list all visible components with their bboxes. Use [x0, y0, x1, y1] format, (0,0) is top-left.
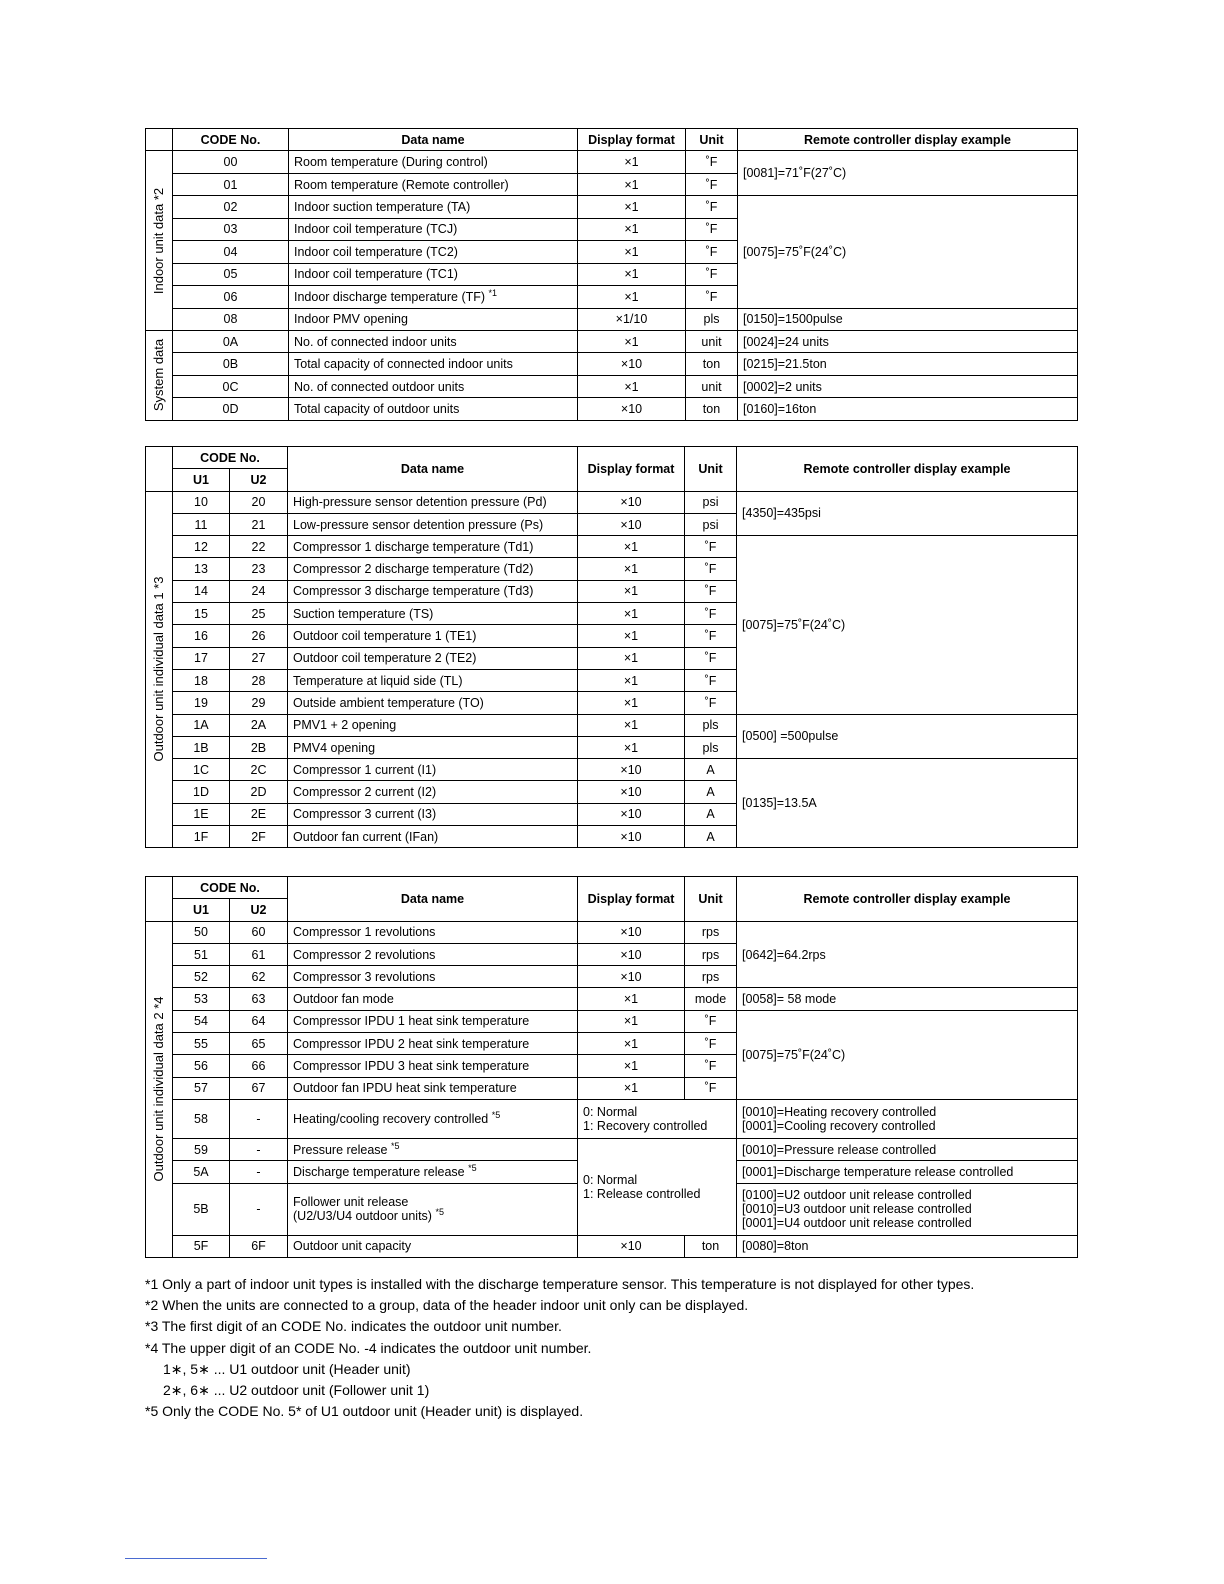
group-label-outdoor-2: Outdoor unit individual data 2 *4 — [146, 921, 173, 1257]
table-row — [146, 398, 1078, 420]
unit-cell: ˚F — [686, 151, 738, 173]
data-name-cell: Compressor 3 current (I3) — [288, 803, 578, 825]
unit-cell: unit — [686, 375, 738, 397]
data-name-text: Follower unit release — [293, 1195, 409, 1210]
unit-cell: A — [685, 826, 737, 848]
code-cell: 03 — [173, 218, 289, 240]
header-display-format: Display format — [578, 447, 685, 492]
format-cell: ×1 — [578, 1033, 685, 1055]
code-cell: 0A — [173, 330, 289, 352]
data-name-cell: Room temperature (Remote controller) — [289, 173, 578, 195]
unit-cell: ˚F — [685, 603, 737, 625]
example-cell: [0160]=16ton — [738, 398, 1078, 420]
u1-code-cell: 12 — [173, 536, 230, 558]
u2-code-cell: 63 — [230, 988, 288, 1010]
data-name-cell: Total capacity of outdoor units — [289, 398, 578, 420]
code-cell: 0B — [173, 353, 289, 375]
u1-code-cell: 57 — [173, 1077, 230, 1099]
u2-code-cell: 65 — [230, 1033, 288, 1055]
u1-code-cell: 1B — [173, 736, 230, 758]
table-row — [146, 308, 1078, 330]
u1-code-cell: 1E — [173, 803, 230, 825]
data-name-cell: Outdoor coil temperature 2 (TE2) — [288, 647, 578, 669]
u2-code-cell: 67 — [230, 1077, 288, 1099]
format-cell: ×1 — [578, 988, 685, 1010]
u1-code-cell: 50 — [173, 921, 230, 943]
unit-cell: ˚F — [685, 625, 737, 647]
u1-code-cell: 1F — [173, 826, 230, 848]
data-name-cell: Total capacity of connected indoor units — [289, 353, 578, 375]
format-cell: ×1 — [578, 286, 686, 308]
format-cell: ×1 — [578, 647, 685, 669]
u1-code-cell: 5F — [173, 1235, 230, 1257]
group-label-system: System data — [146, 330, 173, 420]
table-row — [146, 921, 1078, 943]
table-row — [146, 330, 1078, 352]
footnote: *2 When the units are connected to a group, data of the header indoor unit only can be displayed. — [145, 1297, 749, 1314]
example-cell: [4350]=435psi — [737, 491, 1078, 536]
data-name-cell: Outdoor coil temperature 1 (TE1) — [288, 625, 578, 647]
u2-code-cell: - — [230, 1161, 288, 1183]
u2-code-cell: 6F — [230, 1235, 288, 1257]
format-cell: ×1 — [578, 1055, 685, 1077]
data-name-cell — [288, 1138, 578, 1160]
data-name-cell: Suction temperature (TS) — [288, 603, 578, 625]
data-name-cell: Outdoor fan mode — [288, 988, 578, 1010]
u1-code-cell: 13 — [173, 558, 230, 580]
format-line: 0: Normal — [583, 1172, 638, 1187]
u2-code-cell: 27 — [230, 647, 288, 669]
example-cell: [0081]=71˚F(27˚C) — [738, 151, 1078, 196]
header-unit: Unit — [685, 447, 737, 492]
format-cell: ×10 — [578, 803, 685, 825]
u2-code-cell: 20 — [230, 491, 288, 513]
u1-code-cell: 17 — [173, 647, 230, 669]
group-label-outdoor-1: Outdoor unit individual data 1 *3 — [146, 491, 173, 848]
data-name-cell — [289, 286, 578, 308]
table-row — [146, 1235, 1078, 1257]
u1-code-cell: 1C — [173, 759, 230, 781]
u2-code-cell: 2E — [230, 803, 288, 825]
footnote-detail: 1∗, 5∗ ... U1 outdoor unit (Header unit) — [163, 1360, 411, 1377]
unit-cell: mode — [685, 988, 737, 1010]
format-cell: ×1/10 — [578, 308, 686, 330]
u2-code-cell: 22 — [230, 536, 288, 558]
code-cell: 0D — [173, 398, 289, 420]
data-name-cell: Compressor 3 revolutions — [288, 966, 578, 988]
data-name-text: Discharge temperature release — [293, 1164, 465, 1179]
unit-cell: psi — [685, 513, 737, 535]
data-name-cell: Compressor 3 discharge temperature (Td3) — [288, 580, 578, 602]
u2-code-cell: 2A — [230, 714, 288, 736]
u2-code-cell: 60 — [230, 921, 288, 943]
code-cell: 02 — [173, 196, 289, 218]
data-name-cell: High-pressure sensor detention pressure (Pd) — [288, 491, 578, 513]
u2-code-cell: 61 — [230, 943, 288, 965]
u1-code-cell: 52 — [173, 966, 230, 988]
u2-code-cell: 62 — [230, 966, 288, 988]
example-cell: [0010]=Pressure release controlled — [737, 1138, 1078, 1160]
header-data-name: Data name — [288, 447, 578, 492]
format-cell: ×10 — [578, 826, 685, 848]
example-cell — [737, 1099, 1078, 1138]
format-cell: ×10 — [578, 491, 685, 513]
format-cell: ×1 — [578, 173, 686, 195]
format-line: 1: Release controlled — [583, 1186, 701, 1201]
data-name-text: Pressure release — [293, 1142, 388, 1157]
unit-cell: ˚F — [685, 558, 737, 580]
format-cell: ×10 — [578, 513, 685, 535]
u1-code-cell: 1D — [173, 781, 230, 803]
unit-cell: ˚F — [685, 1077, 737, 1099]
footnote-ref: *5 — [491, 1109, 501, 1120]
table-row — [146, 988, 1078, 1010]
header-blank — [146, 129, 173, 151]
unit-cell: ˚F — [685, 1033, 737, 1055]
example-cell: [0215]=21.5ton — [738, 353, 1078, 375]
data-name-cell: Outside ambient temperature (TO) — [288, 692, 578, 714]
format-cell: ×1 — [578, 625, 685, 647]
u1-code-cell: 15 — [173, 603, 230, 625]
data-name-cell: Outdoor fan current (IFan) — [288, 826, 578, 848]
example-cell: [0075]=75˚F(24˚C) — [737, 1010, 1078, 1099]
u2-code-cell: 28 — [230, 669, 288, 691]
format-cell-release — [578, 1138, 737, 1235]
data-name-cell: Compressor IPDU 3 heat sink temperature — [288, 1055, 578, 1077]
format-line: 1: Recovery controlled — [583, 1118, 708, 1133]
table-row — [146, 1010, 1078, 1032]
header-display-format: Display format — [578, 877, 685, 922]
data-name-cell — [288, 1099, 578, 1138]
footnote-ref: *5 — [435, 1206, 444, 1217]
u1-code-cell: 59 — [173, 1138, 230, 1160]
format-cell: ×10 — [578, 921, 685, 943]
format-cell: ×1 — [578, 263, 686, 285]
u1-code-cell: 16 — [173, 625, 230, 647]
code-cell: 08 — [173, 308, 289, 330]
u1-code-cell: 51 — [173, 943, 230, 965]
unit-cell: pls — [685, 736, 737, 758]
header-data-name: Data name — [289, 129, 578, 151]
data-name-text: Heating/cooling recovery controlled — [293, 1111, 489, 1126]
u2-code-cell: 24 — [230, 580, 288, 602]
unit-cell: unit — [686, 330, 738, 352]
u1-code-cell: 11 — [173, 513, 230, 535]
unit-cell: pls — [685, 714, 737, 736]
u1-code-cell: 18 — [173, 669, 230, 691]
u1-code-cell: 54 — [173, 1010, 230, 1032]
u2-code-cell: 25 — [230, 603, 288, 625]
data-name-cell: No. of connected indoor units — [289, 330, 578, 352]
data-name-cell: Indoor PMV opening — [289, 308, 578, 330]
footnote: *4 The upper digit of an CODE No. -4 indicates the outdoor unit number. — [145, 1339, 592, 1356]
page-divider — [125, 1558, 267, 1559]
format-cell: ×1 — [578, 558, 685, 580]
example-cell: [0001]=Discharge temperature release controlled — [737, 1161, 1078, 1183]
u2-code-cell: - — [230, 1183, 288, 1235]
data-name-text-2: (U2/U3/U4 outdoor units) — [293, 1209, 432, 1224]
format-cell: ×1 — [578, 580, 685, 602]
header-unit: Unit — [685, 877, 737, 922]
format-cell: ×1 — [578, 1077, 685, 1099]
unit-cell: pls — [686, 308, 738, 330]
unit-cell: ˚F — [686, 196, 738, 218]
footnote-ref: *5 — [391, 1140, 400, 1151]
footnote-ref: *1 — [488, 287, 498, 298]
data-name-cell: Compressor 2 discharge temperature (Td2) — [288, 558, 578, 580]
format-cell: ×1 — [578, 241, 686, 263]
header-u2: U2 — [230, 469, 288, 491]
example-cell: [0500] =500pulse — [737, 714, 1078, 759]
table-row — [146, 1138, 1078, 1160]
u1-code-cell: 19 — [173, 692, 230, 714]
unit-cell: A — [685, 803, 737, 825]
example-cell: [0075]=75˚F(24˚C) — [737, 536, 1078, 714]
unit-cell: ˚F — [685, 647, 737, 669]
example-line: [0001]=U4 outdoor unit release controlled — [742, 1216, 972, 1231]
example-cell: [0080]=8ton — [737, 1235, 1078, 1257]
header-example: Remote controller display example — [738, 129, 1078, 151]
unit-cell: A — [685, 781, 737, 803]
format-cell: ×10 — [578, 966, 685, 988]
example-line: [0010]=Heating recovery controlled — [742, 1104, 937, 1119]
header-u1: U1 — [173, 899, 230, 921]
format-cell: ×1 — [578, 330, 686, 352]
unit-cell: ˚F — [686, 263, 738, 285]
data-name-cell — [288, 1161, 578, 1183]
format-cell: ×10 — [578, 943, 685, 965]
outdoor-individual-data-1-table — [145, 446, 1078, 848]
footnote: *1 Only a part of indoor unit types is installed with the discharge temperature sensor. This temperature is not displayed for other types. — [145, 1276, 975, 1292]
data-name-cell: Compressor 1 revolutions — [288, 921, 578, 943]
data-name-cell: Outdoor fan IPDU heat sink temperature — [288, 1077, 578, 1099]
format-cell: ×1 — [578, 536, 685, 558]
unit-cell: ˚F — [685, 692, 737, 714]
unit-cell: ˚F — [685, 669, 737, 691]
table-row — [146, 375, 1078, 397]
code-cell: 05 — [173, 263, 289, 285]
code-cell: 01 — [173, 173, 289, 195]
example-cell: [0075]=75˚F(24˚C) — [738, 196, 1078, 308]
data-name-cell: PMV4 opening — [288, 736, 578, 758]
data-name-cell: Compressor 2 revolutions — [288, 943, 578, 965]
data-name-cell: Indoor coil temperature (TC1) — [289, 263, 578, 285]
unit-cell: ˚F — [686, 286, 738, 308]
u2-code-cell: 2B — [230, 736, 288, 758]
u2-code-cell: 29 — [230, 692, 288, 714]
u1-code-cell: 5A — [173, 1161, 230, 1183]
format-cell: ×1 — [578, 218, 686, 240]
table-row — [146, 151, 1078, 173]
data-name-cell: Low-pressure sensor detention pressure (Ps) — [288, 513, 578, 535]
header-code: CODE No. — [173, 877, 288, 899]
example-cell: [0024]=24 units — [738, 330, 1078, 352]
table-row — [146, 714, 1078, 736]
example-cell: [0058]= 58 mode — [737, 988, 1078, 1010]
header-display-format: Display format — [578, 129, 686, 151]
format-cell-recovery — [578, 1099, 737, 1138]
outdoor-individual-data-2-table — [145, 876, 1078, 1258]
u2-code-cell: - — [230, 1099, 288, 1138]
data-name-cell: Compressor 1 current (I1) — [288, 759, 578, 781]
example-line: [0001]=Cooling recovery controlled — [742, 1118, 936, 1133]
data-name-cell: Room temperature (During control) — [289, 151, 578, 173]
u1-code-cell: 5B — [173, 1183, 230, 1235]
header-blank — [146, 447, 173, 492]
data-name-text: Indoor discharge temperature (TF) — [294, 289, 486, 304]
unit-cell: ˚F — [685, 580, 737, 602]
unit-cell: rps — [685, 966, 737, 988]
data-name-cell: Compressor IPDU 1 heat sink temperature — [288, 1010, 578, 1032]
data-name-cell: Outdoor unit capacity — [288, 1235, 578, 1257]
unit-cell: A — [685, 759, 737, 781]
unit-cell: rps — [685, 943, 737, 965]
table-row — [146, 1099, 1078, 1138]
u1-code-cell: 56 — [173, 1055, 230, 1077]
example-cell: [0135]=13.5A — [737, 759, 1078, 848]
u2-code-cell: 26 — [230, 625, 288, 647]
header-data-name: Data name — [288, 877, 578, 922]
format-cell: ×10 — [578, 1235, 685, 1257]
format-cell: ×10 — [578, 759, 685, 781]
format-cell: ×1 — [578, 151, 686, 173]
example-line: [0100]=U2 outdoor unit release controlled — [742, 1188, 972, 1203]
data-name-cell: Compressor 2 current (I2) — [288, 781, 578, 803]
table-row — [146, 353, 1078, 375]
unit-cell: ˚F — [685, 536, 737, 558]
footnote: *5 Only the CODE No. 5* of U1 outdoor unit (Header unit) is displayed. — [145, 1403, 584, 1420]
u1-code-cell: 10 — [173, 491, 230, 513]
u1-code-cell: 58 — [173, 1099, 230, 1138]
format-cell: ×1 — [578, 736, 685, 758]
example-cell: [0642]=64.2rps — [737, 921, 1078, 988]
format-cell: ×10 — [578, 398, 686, 420]
u2-code-cell: 2C — [230, 759, 288, 781]
u2-code-cell: 23 — [230, 558, 288, 580]
data-name-cell: Compressor IPDU 2 heat sink temperature — [288, 1033, 578, 1055]
data-name-cell: Indoor coil temperature (TC2) — [289, 241, 578, 263]
u1-code-cell: 1A — [173, 714, 230, 736]
header-u1: U1 — [173, 469, 230, 491]
footnote: *3 The first digit of an CODE No. indicates the outdoor unit number. — [145, 1318, 562, 1335]
format-line: 0: Normal — [583, 1104, 638, 1119]
example-cell: [0002]=2 units — [738, 375, 1078, 397]
data-name-cell — [288, 1183, 578, 1235]
unit-cell: ˚F — [685, 1010, 737, 1032]
format-cell: ×10 — [578, 353, 686, 375]
data-name-cell: Indoor coil temperature (TCJ) — [289, 218, 578, 240]
example-cell — [737, 1183, 1078, 1235]
format-cell: ×1 — [578, 603, 685, 625]
u1-code-cell: 14 — [173, 580, 230, 602]
unit-cell: rps — [685, 921, 737, 943]
format-cell: ×1 — [578, 692, 685, 714]
header-unit: Unit — [686, 129, 738, 151]
header-blank — [146, 877, 173, 922]
example-cell: [0150]=1500pulse — [738, 308, 1078, 330]
header-u2: U2 — [230, 899, 288, 921]
header-example: Remote controller display example — [737, 447, 1078, 492]
format-cell: ×1 — [578, 196, 686, 218]
unit-cell: ton — [685, 1235, 737, 1257]
header-example: Remote controller display example — [737, 877, 1078, 922]
table-row — [146, 759, 1078, 781]
unit-cell: ˚F — [686, 241, 738, 263]
unit-cell: ton — [686, 398, 738, 420]
u1-code-cell: 53 — [173, 988, 230, 1010]
footnotes — [145, 1274, 974, 1422]
code-cell: 0C — [173, 375, 289, 397]
format-cell: ×1 — [578, 669, 685, 691]
header-code: CODE No. — [173, 129, 289, 151]
footnote-ref: *5 — [468, 1162, 477, 1173]
code-cell: 04 — [173, 241, 289, 263]
data-name-cell: PMV1 + 2 opening — [288, 714, 578, 736]
data-name-cell: Temperature at liquid side (TL) — [288, 669, 578, 691]
data-name-cell: Indoor suction temperature (TA) — [289, 196, 578, 218]
u2-code-cell: 2D — [230, 781, 288, 803]
table-row — [146, 536, 1078, 558]
format-cell: ×10 — [578, 781, 685, 803]
data-name-cell: No. of connected outdoor units — [289, 375, 578, 397]
data-name-cell: Compressor 1 discharge temperature (Td1) — [288, 536, 578, 558]
group-label-indoor: Indoor unit data *2 — [146, 151, 173, 331]
format-cell: ×1 — [578, 375, 686, 397]
u1-code-cell: 55 — [173, 1033, 230, 1055]
u2-code-cell: 64 — [230, 1010, 288, 1032]
table-row — [146, 196, 1078, 218]
unit-cell: psi — [685, 491, 737, 513]
u2-code-cell: 21 — [230, 513, 288, 535]
format-cell: ×1 — [578, 1010, 685, 1032]
format-cell: ×1 — [578, 714, 685, 736]
example-line: [0010]=U3 outdoor unit release controlled — [742, 1202, 972, 1217]
unit-cell: ton — [686, 353, 738, 375]
code-cell: 00 — [173, 151, 289, 173]
table-row — [146, 491, 1078, 513]
u2-code-cell: 66 — [230, 1055, 288, 1077]
indoor-system-data-table — [145, 128, 1078, 421]
u2-code-cell: 2F — [230, 826, 288, 848]
u2-code-cell: - — [230, 1138, 288, 1160]
code-cell: 06 — [173, 286, 289, 308]
unit-cell: ˚F — [685, 1055, 737, 1077]
unit-cell: ˚F — [686, 173, 738, 195]
unit-cell: ˚F — [686, 218, 738, 240]
footnote-detail: 2∗, 6∗ ... U2 outdoor unit (Follower unit 1) — [163, 1382, 430, 1399]
header-code: CODE No. — [173, 447, 288, 469]
